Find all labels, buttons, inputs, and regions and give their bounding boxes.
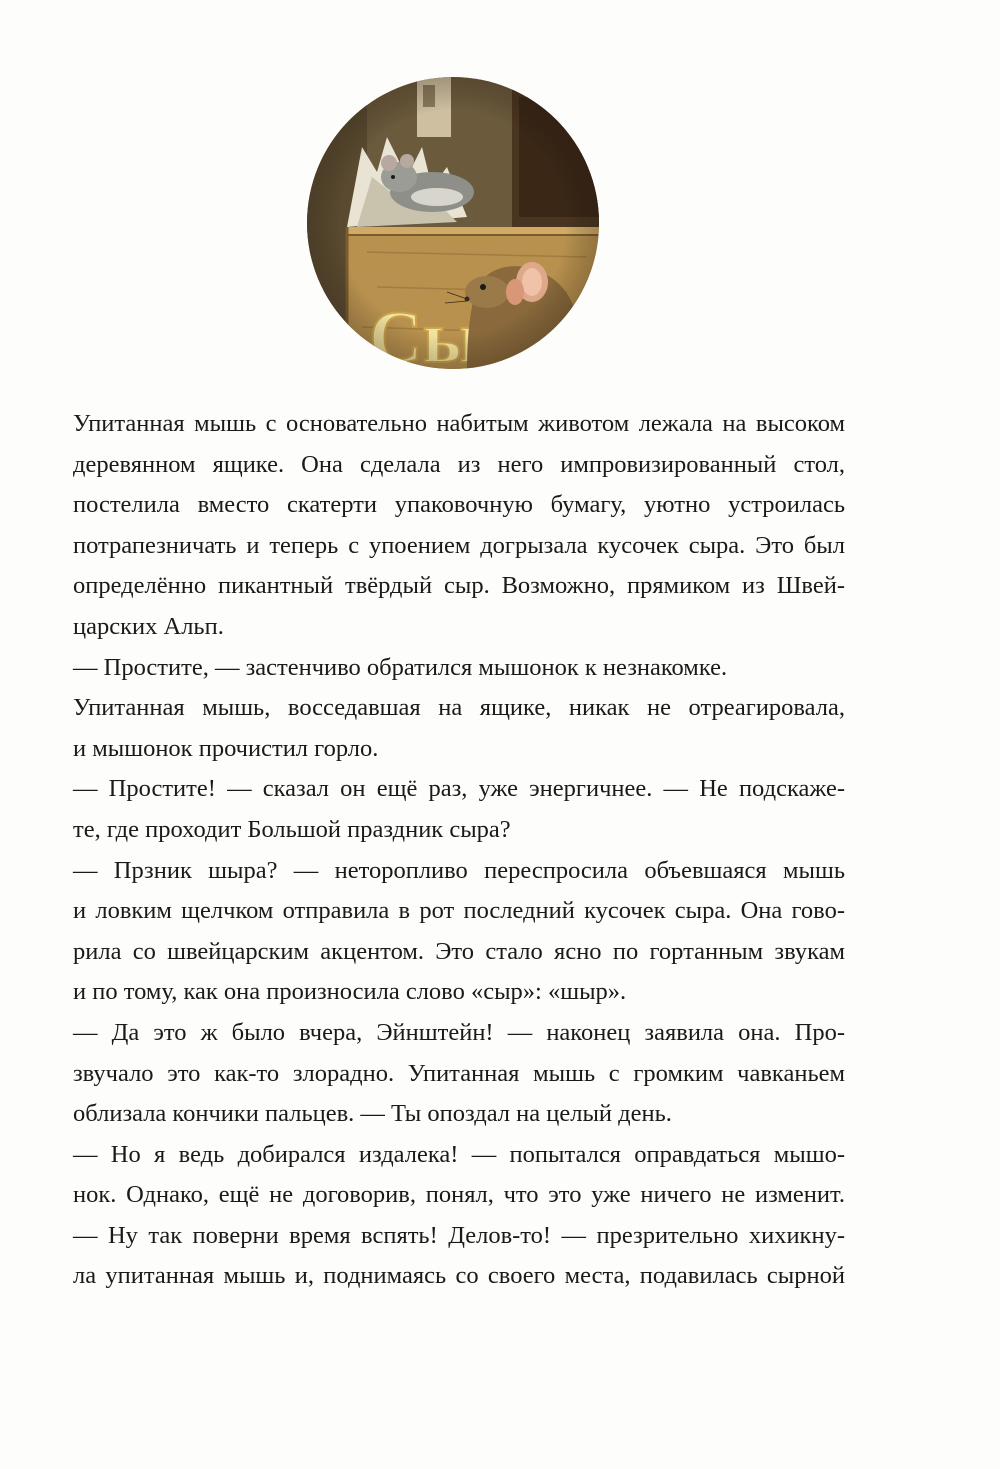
chapter-illustration <box>307 77 599 369</box>
text-line: и мышонок прочистил горло. <box>73 734 379 762</box>
mouse-crate-illustration <box>307 77 599 369</box>
text-line: — Но я ведь добирался издалека! — попытался оправдаться мышо- <box>73 1140 845 1168</box>
text-line: — Прзник шыра? — неторопливо переспросила объевшаяся мышь <box>73 856 845 884</box>
text-line: — Простите, — застенчиво обратился мышонок к незнакомке. <box>73 653 728 681</box>
text-line: — Ну так поверни время вспять! Делов-то! — презрительно хихикну- <box>73 1221 845 1249</box>
text-line: определённо пикантный твёрдый сыр. Возможно, прямиком из Швей- <box>73 572 845 600</box>
text-line: звучало это как-то злорадно. Упитанная мышь с громким чавканьем <box>73 1059 845 1087</box>
text-line: царских Альп. <box>73 612 224 640</box>
text-line: нок. Однако, ещё не договорив, понял, что это уже ничего не изменит. <box>73 1181 845 1209</box>
text-line: и по тому, как она произносила слово «сыр»: «шыр». <box>73 978 627 1006</box>
text-line: облизала кончики пальцев. — Ты опоздал на целый день. <box>73 1100 672 1128</box>
text-line: рила со швейцарским акцентом. Это стало ясно по гортанным звукам <box>73 937 845 965</box>
text-line: — Простите! — сказал он ещё раз, уже энергичнее. — Не подскаже- <box>73 775 845 803</box>
text-line: Упитанная мышь, восседавшая на ящике, никак не отреагировала, <box>73 694 845 722</box>
text-line: ла упитанная мышь и, поднимаясь со своего места, подавилась сырной <box>73 1262 845 1290</box>
text-line: потрапезничать и теперь с упоением догрызала кусочек сыра. Это был <box>73 531 845 559</box>
text-line: деревянном ящике. Она сделала из него импровизированный стол, <box>73 450 845 478</box>
story-text <box>73 404 845 1297</box>
text-line: постелила вместо скатерти упаковочную бумагу, уютно устроилась <box>73 491 845 519</box>
text-line: Упитанная мышь с основательно набитым животом лежала на высоком <box>73 410 845 437</box>
text-line: те, где проходит Большой праздник сыра? <box>73 815 511 843</box>
text-line: и ловким щелчком отправила в рот последний кусочек сыра. Она гово- <box>73 897 845 925</box>
text-line: — Да это ж было вчера, Эйнштейн! — наконец заявила она. Про- <box>73 1018 845 1046</box>
